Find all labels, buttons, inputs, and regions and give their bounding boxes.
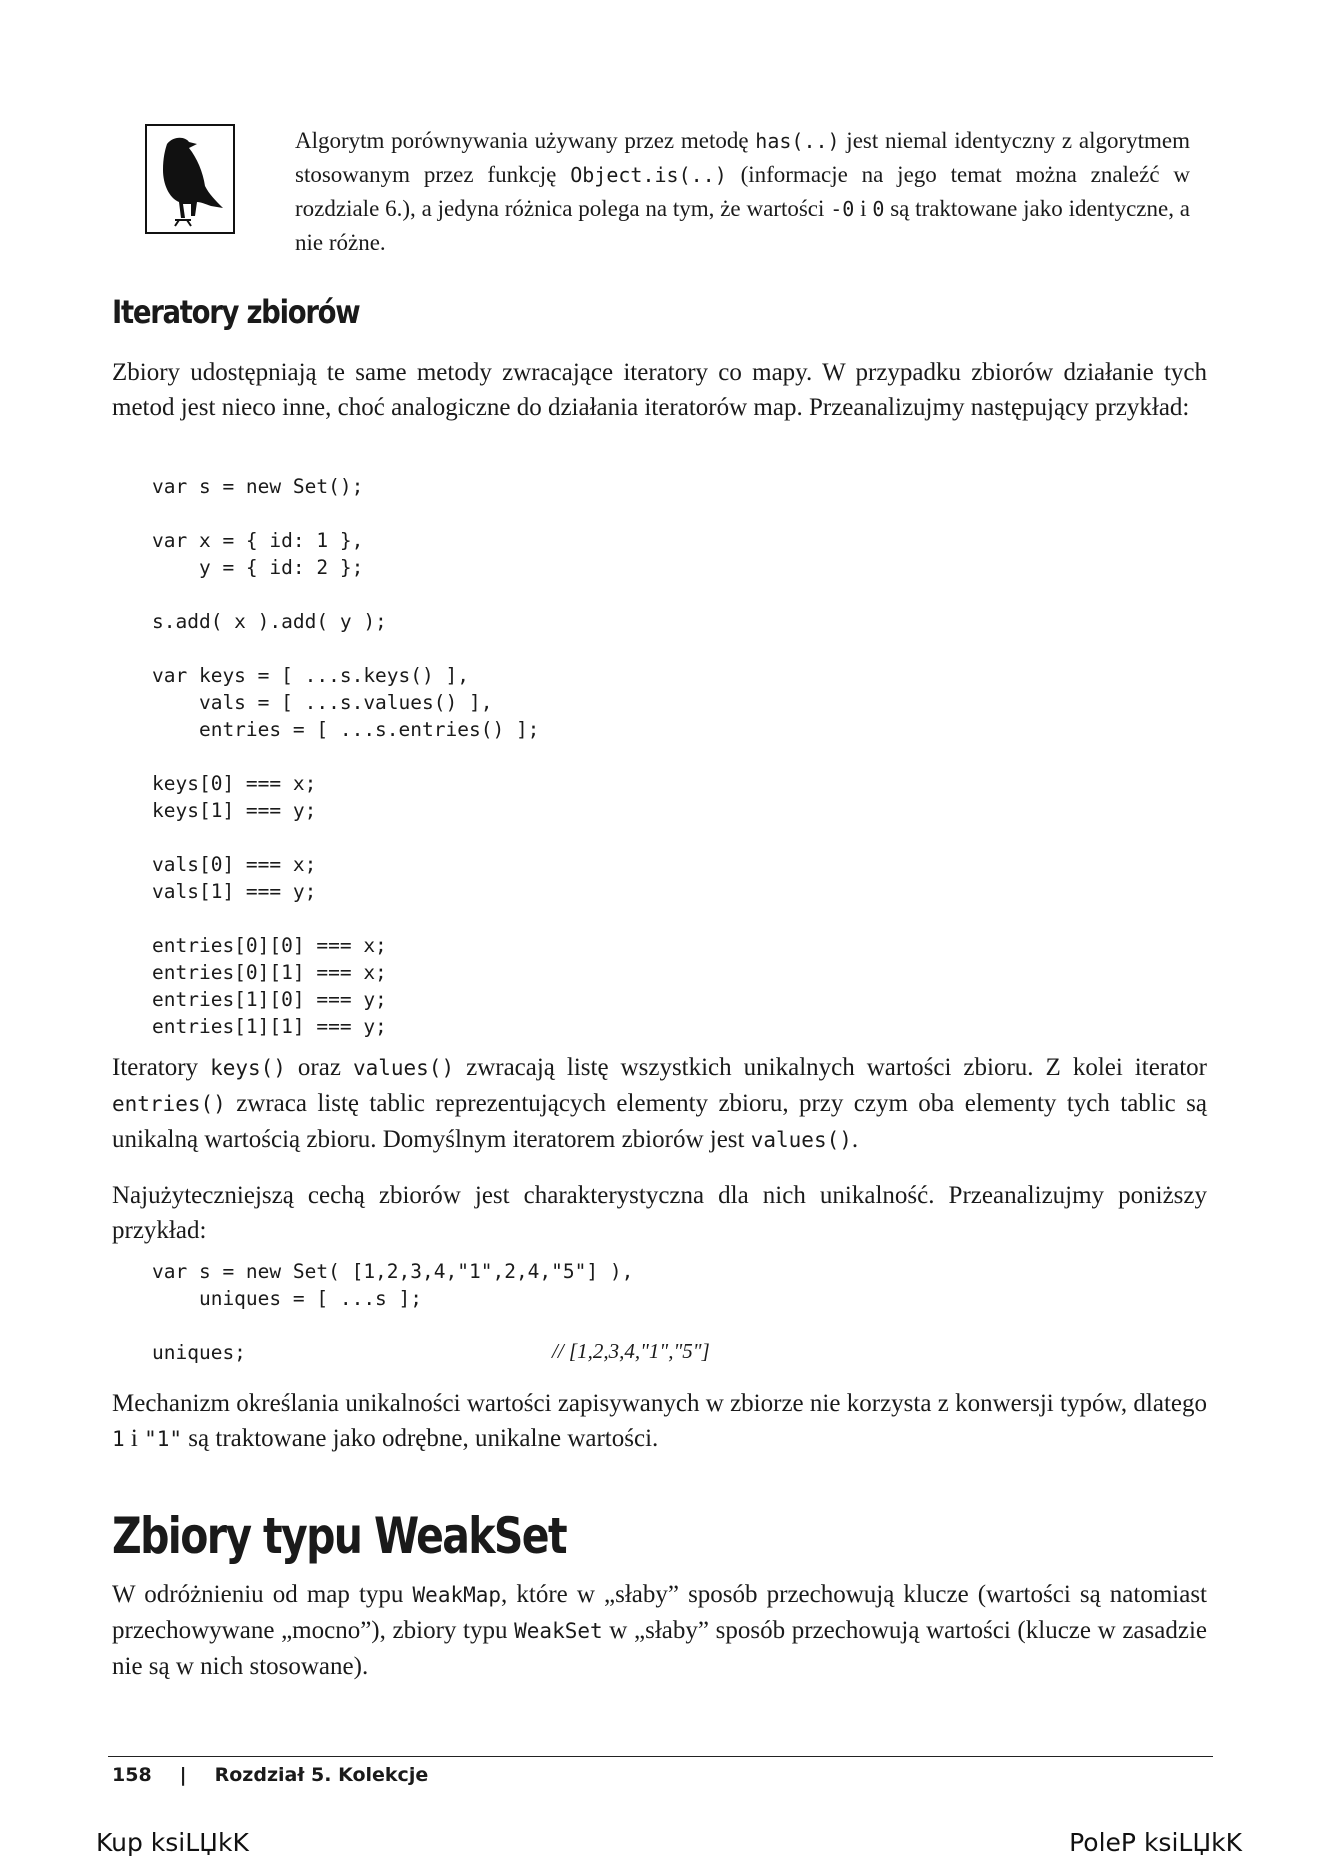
inline-code: WeakMap xyxy=(412,1583,502,1607)
inline-code: "1" xyxy=(144,1427,183,1451)
inline-code: entries() xyxy=(112,1092,226,1116)
paragraph-iterators xyxy=(112,1050,1207,1158)
paragraph-uniqueness: Najużyteczniejszą cechą zbiorów jest charakterystyczna dla nich unikalność. Przeanalizujmy poniższy przykład: xyxy=(112,1182,1207,1244)
section-heading: Iteratory zbiorów xyxy=(112,293,360,331)
inline-code: Object.is(..) xyxy=(570,163,727,187)
code-comment: // [1,2,3,4,"1","5"] xyxy=(552,1339,710,1363)
text-run: w „słaby” sposób przechowują wartości (klucze w zasadzie nie są w nich stosowane). xyxy=(112,1617,1207,1680)
text-run: Iteratory xyxy=(112,1054,211,1081)
paragraph-intro: Zbiory udostępniają te same metody zwracające iteratory co mapy. W przypadku zbiorów działanie tych metod jest nieco inne, choć analogiczne do działania iteratorów map. Przeanalizujmy następujący przykład: xyxy=(112,359,1207,421)
inline-code: keys() xyxy=(210,1056,286,1080)
chapter-heading: Zbiory typu WeakSet xyxy=(112,1507,566,1565)
inline-code: has(..) xyxy=(755,129,840,153)
footer-divider xyxy=(108,1756,1213,1757)
page-number: 158 xyxy=(112,1764,152,1786)
inline-code: values() xyxy=(352,1056,455,1080)
text-run: są traktowane jako identyczne, a nie różne. xyxy=(295,196,1190,255)
inline-code: -0 xyxy=(830,197,855,221)
page-footer xyxy=(112,1764,428,1786)
text-run: W odróżnieniu od map typu xyxy=(112,1581,413,1608)
text-run: Mechanizm określania unikalności wartości zapisywanych w zbiorze nie korzysta z konwersji typów, dlatego xyxy=(112,1390,1207,1417)
text-run: zwracają listę wszystkich unikalnych wartości zbioru. Z kolei iterator xyxy=(454,1054,1207,1081)
inline-code: values() xyxy=(750,1128,852,1152)
text-run: , które w „słaby” sposób przechowują klucze (wartości są natomiast przechowywane „mocno”), zbiory typu xyxy=(112,1581,1207,1644)
footer-separator: | xyxy=(179,1764,187,1786)
inline-code: WeakSet xyxy=(514,1619,603,1643)
code-block-set-iterators: var s = new Set(); var x = { id: 1 }, y = { id: 2 }; s.add( x ).add( y ); var keys = [ ...s.keys() ], vals = [ ...s.values() ], entries = [ ...s.entries() ]; keys[0] === x; keys[1] === y; vals[0] === x; vals[1] === y; entries[0][0] === x; entries[0][1] === x; entries[1][0] === y; entries[1][1] === y; xyxy=(152,475,540,1038)
recommend-book-link[interactable]: PoleP ksiLЏkK xyxy=(1069,1828,1242,1857)
inline-code: 1 xyxy=(112,1427,125,1451)
tip-note xyxy=(145,124,1190,260)
text-run: jest niemal identyczny z algorytmem stosowanym przez funkcję xyxy=(295,128,1190,187)
text-run: są traktowane jako odrębne, unikalne wartości. xyxy=(182,1425,659,1452)
text-run: zwraca listę tablic reprezentujących elementy zbioru, przy czym oba elementy tych tablic są unikalną wartością zbioru. Domyślnym iteratorem zbiorów jest xyxy=(112,1090,1207,1153)
raven-icon xyxy=(145,124,235,234)
paragraph-conversion xyxy=(112,1386,1207,1457)
text-run: oraz xyxy=(285,1054,353,1081)
text-run: i xyxy=(854,196,873,221)
note-text xyxy=(295,124,1190,260)
text-run: Algorytm porównywania używany przez metodę xyxy=(295,128,756,153)
paragraph-weakset xyxy=(112,1577,1207,1684)
code-block-uniques: var s = new Set( [1,2,3,4,"1",2,4,"5"] ), uniques = [ ...s ]; uniques; xyxy=(152,1260,634,1364)
text-run: (informacje na jego temat można znaleźć w rozdziale 6.), a jedyna różnica polega na tym, że wartości xyxy=(295,162,1190,221)
inline-code: 0 xyxy=(872,197,885,221)
text-run: . xyxy=(851,1126,859,1153)
text-run: i xyxy=(124,1425,145,1452)
footer-chapter: Rozdział 5. Kolekcje xyxy=(214,1764,429,1786)
buy-book-link[interactable]: Kup ksiLЏkK xyxy=(96,1828,249,1857)
